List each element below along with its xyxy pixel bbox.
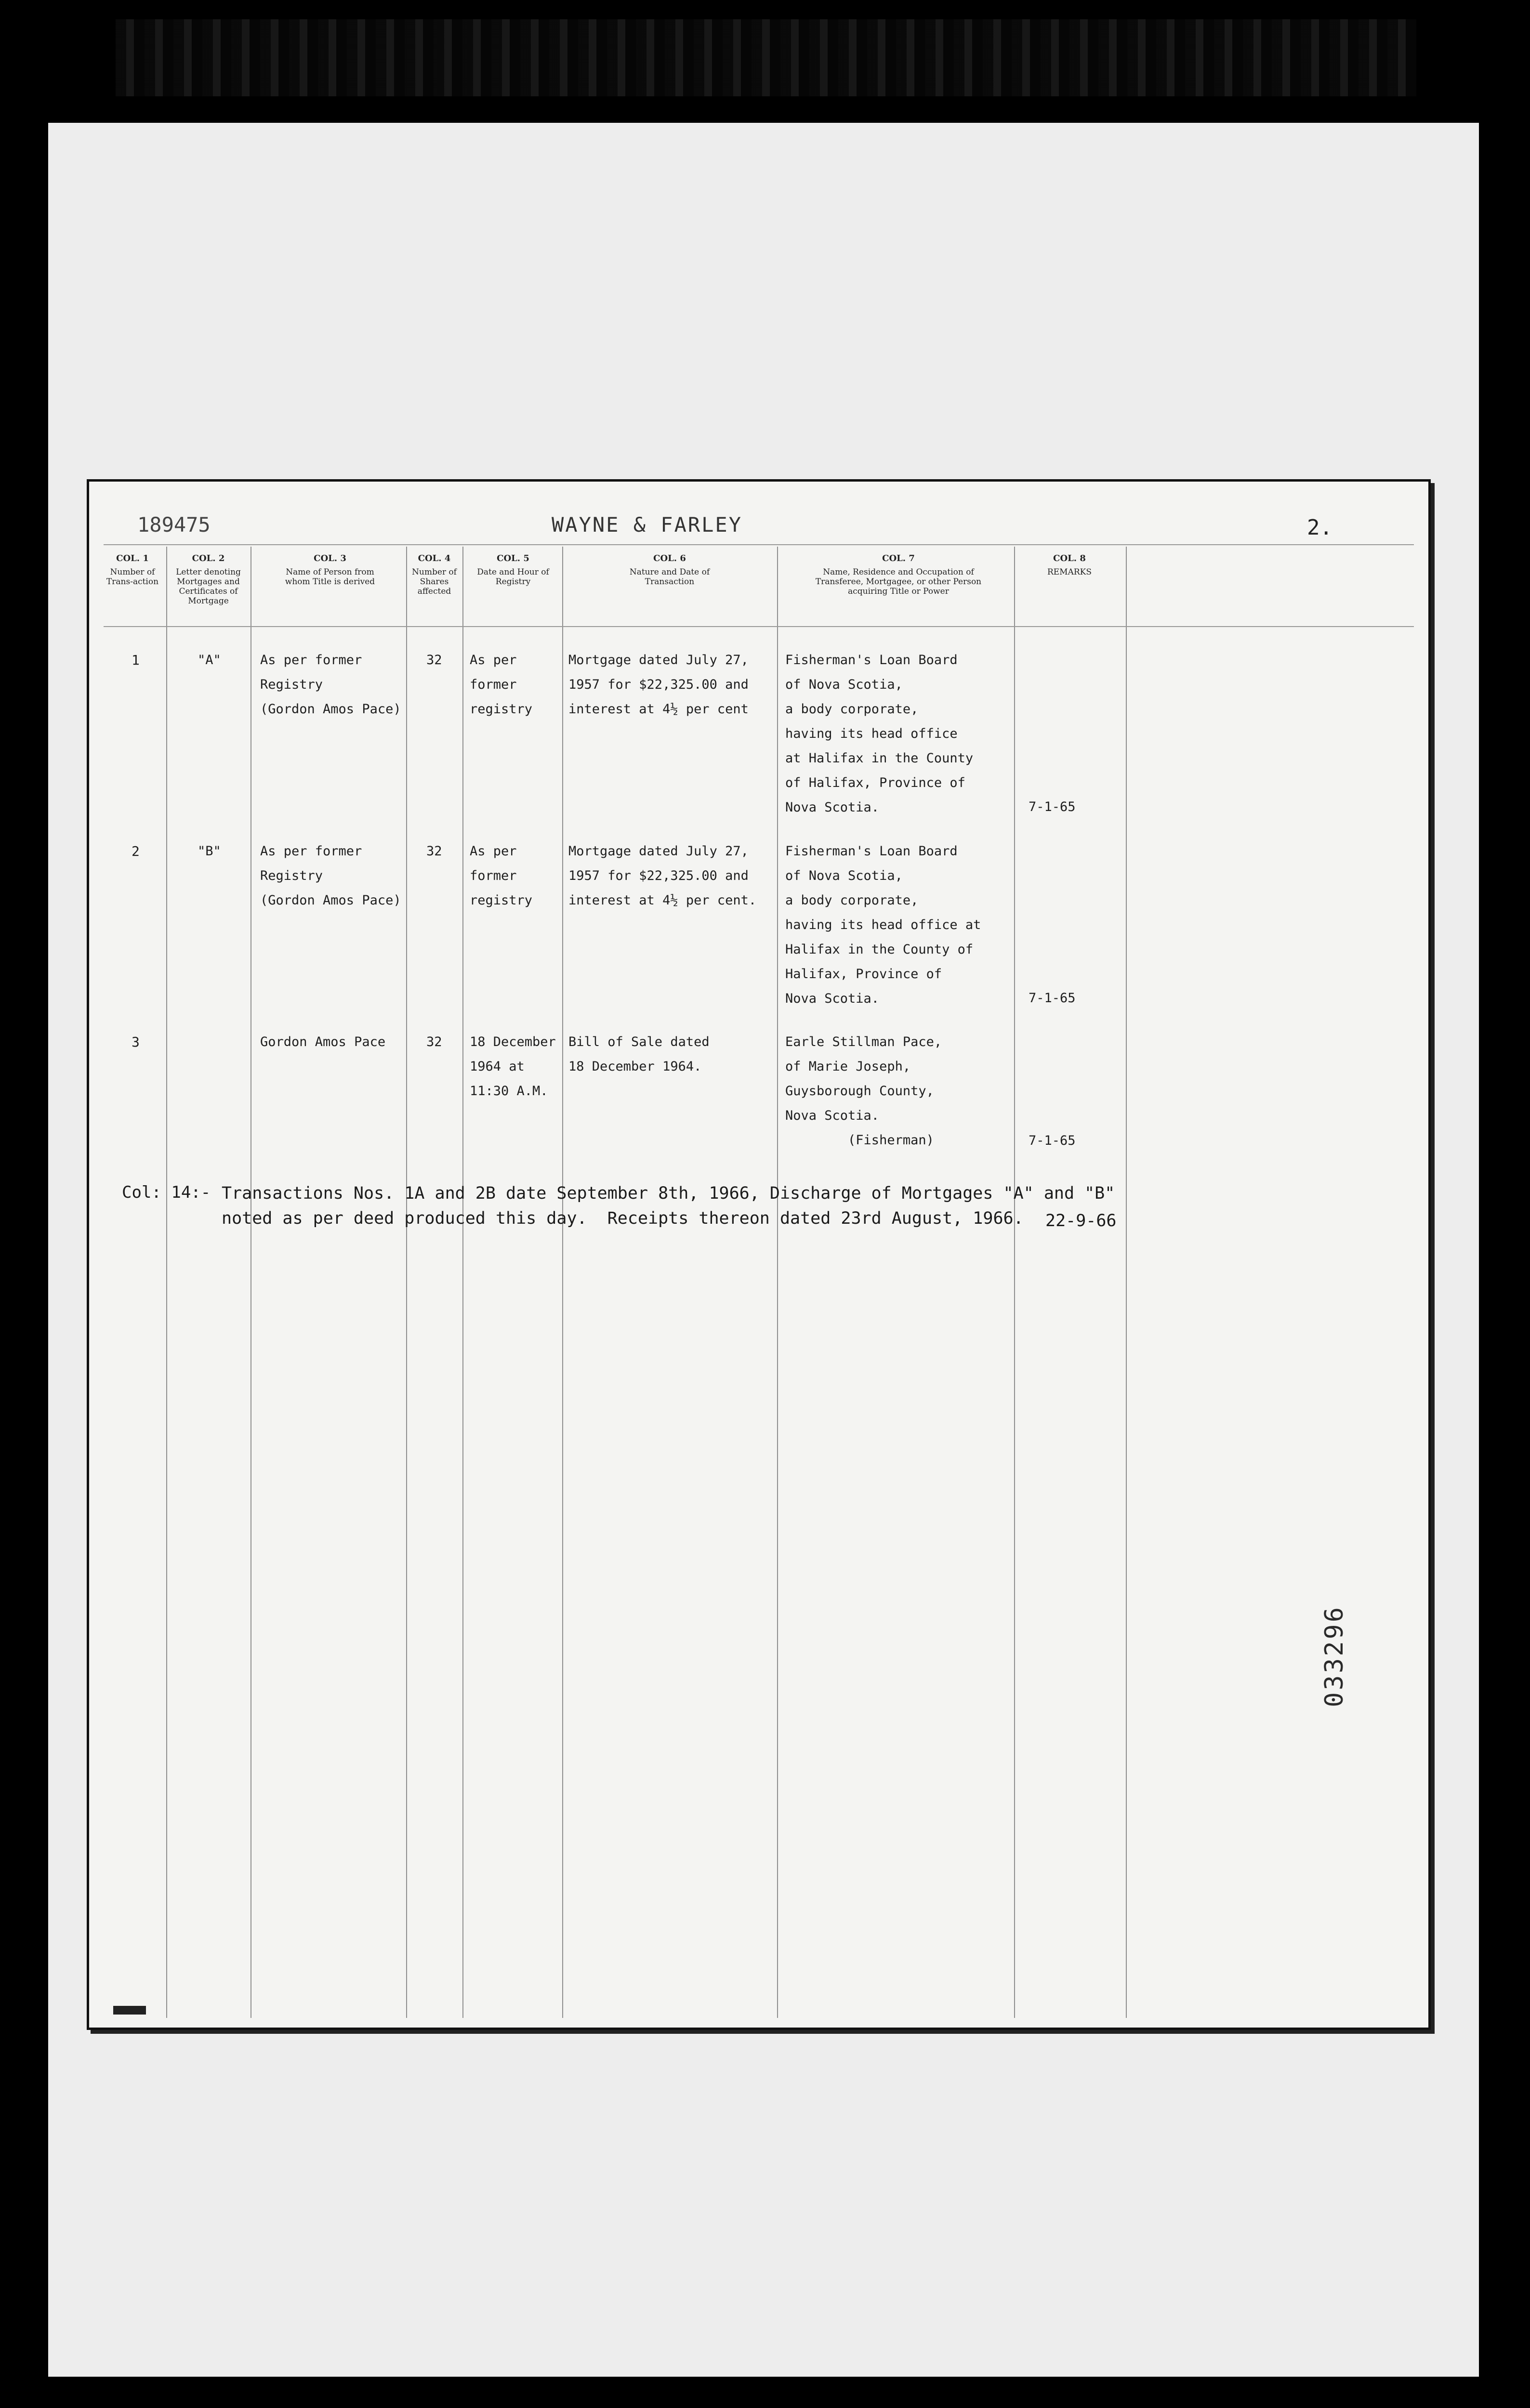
column-rule — [1126, 547, 1127, 2018]
transaction-nature: Mortgage dated July 27, 1957 for $22,325.00 and interest at 4½ per cent — [568, 653, 749, 717]
column-header-5: COL. 5 Date and Hour of Registry — [477, 553, 549, 587]
title-derived-from: As per former Registry (Gordon Amos Pace) — [260, 653, 401, 717]
column-rule — [562, 547, 563, 2018]
transaction-number: 1 — [132, 652, 140, 668]
transaction-number: 3 — [132, 1034, 140, 1050]
column-rule — [166, 547, 167, 2018]
column-rule — [406, 547, 407, 2018]
scan-header-noise — [116, 19, 1416, 96]
column-header-8: COL. 8 REMARKS — [1047, 553, 1092, 577]
column-header-7: COL. 7 Name, Residence and Occupation of Transferee, Mortgagee, or other Person acquiring Title or Power — [815, 553, 982, 596]
remarks: 7-1-65 — [1029, 991, 1076, 1006]
column-header-2: COL. 2 Letter denoting Mortgages and Certificates of Mortgage — [176, 553, 241, 606]
column-header-4: COL. 4 Number of Shares affected — [412, 553, 457, 596]
sheet-number: 189475 — [137, 513, 211, 537]
header-rule — [104, 544, 1414, 545]
transaction-number: 2 — [132, 843, 140, 859]
annotation-label: Col: 14:- — [122, 1183, 211, 1202]
column-header-3: COL. 3 Name of Person from whom Title is derived — [285, 553, 375, 587]
shares-affected: 32 — [426, 653, 442, 667]
column-header-1: COL. 1 Number of Trans-action — [106, 553, 159, 587]
title-derived-from: As per former Registry (Gordon Amos Pace) — [260, 844, 401, 908]
column-rule — [462, 547, 463, 2018]
corner-mark — [113, 2006, 146, 2015]
transferee-details: Fisherman's Loan Board of Nova Scotia, a body corporate, having its head office at Halifax in the County of Halifax, Province of Nova Scotia. — [785, 653, 974, 815]
registry-date: As per former registry — [470, 653, 533, 717]
title-derived-from: Gordon Amos Pace — [260, 1034, 386, 1049]
annotation-date: 22-9-66 — [1045, 1211, 1117, 1230]
column-header-6: COL. 6 Nature and Date of Transaction — [629, 553, 710, 587]
page-number: 2. — [1307, 515, 1332, 540]
column-rule — [1014, 547, 1015, 2018]
registry-date: As per former registry — [470, 844, 533, 908]
remarks: 7-1-65 — [1029, 1133, 1076, 1148]
column-rule — [777, 547, 778, 2018]
mortgage-letter: "B" — [198, 844, 221, 859]
register-sheet — [87, 479, 1431, 2030]
registry-date: 18 December 1964 at 11:30 A.M. — [470, 1034, 556, 1099]
annotation-text: Transactions Nos. 1A and 2B date September 8th, 1966, Discharge of Mortgages "A" and "B" noted as per deed produced this day. Receipts thereon dated 23rd August, 1966. — [222, 1184, 1115, 1228]
mortgage-letter: "A" — [198, 653, 221, 667]
transferee-details: Fisherman's Loan Board of Nova Scotia, a body corporate, having its head office at Halifax in the County of Halifax, Province of Nova Scotia. — [785, 844, 981, 1006]
transaction-nature: Mortgage dated July 27, 1957 for $22,325.00 and interest at 4½ per cent. — [568, 844, 757, 908]
transaction-nature: Bill of Sale dated 18 December 1964. — [568, 1034, 710, 1074]
sheet-title: WAYNE & FARLEY — [552, 513, 743, 537]
shares-affected: 32 — [426, 844, 442, 859]
shares-affected: 32 — [426, 1034, 442, 1049]
remarks: 7-1-65 — [1029, 799, 1076, 814]
header-rule — [104, 626, 1414, 627]
transferee-details: Earle Stillman Pace, of Marie Joseph, Guysborough County, Nova Scotia. (Fisherman) — [785, 1034, 942, 1148]
stamp-number: 033296 — [1320, 1605, 1349, 1707]
